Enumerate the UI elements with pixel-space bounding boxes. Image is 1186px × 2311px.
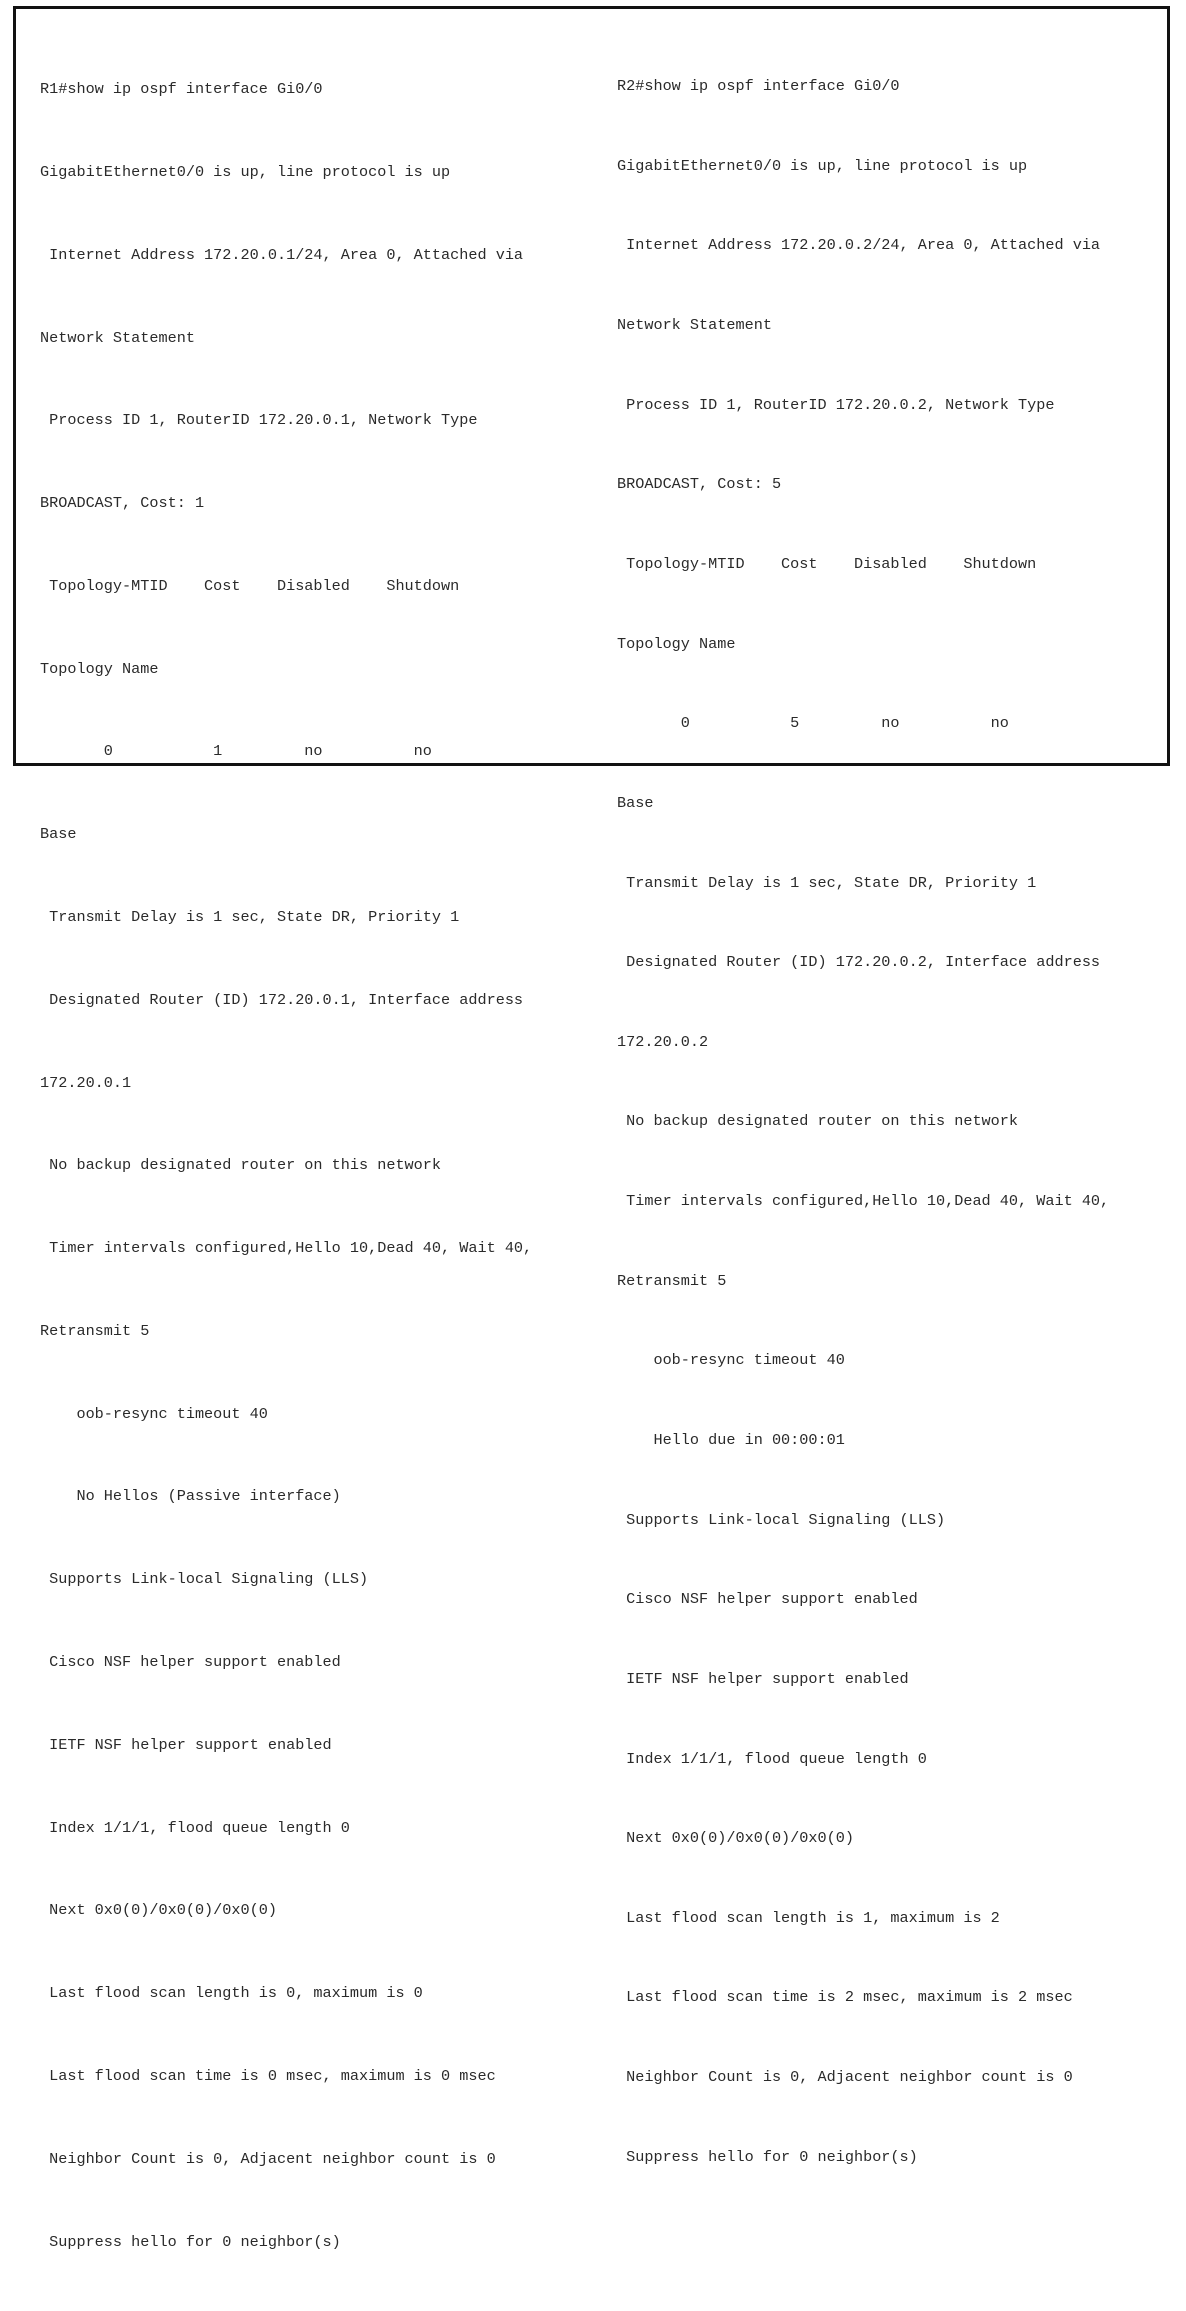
r2-output-line: Hello due in 00:00:01 (617, 1430, 845, 1449)
r2-output-line: oob-resync timeout 40 (617, 1351, 845, 1370)
r1-output-line: Suppress hello for 0 neighbor(s) (40, 2232, 341, 2251)
r2-output-line: Retransmit 5 (617, 1271, 727, 1290)
r2-output-line: Last flood scan length is 1, maximum is 2 (617, 1908, 1000, 1927)
r1-output-line: Topology-MTID Cost Disabled Shutdown (40, 576, 460, 595)
screenshot-frame (13, 6, 1170, 2251)
r2-output-line: Last flood scan time is 2 msec, maximum is 2 msec (617, 1988, 1073, 2007)
r2-output-line: Designated Router (ID) 172.20.0.2, Interface address (617, 953, 1101, 972)
r1-output-line: No Hellos (Passive interface) (40, 1487, 341, 1506)
r1-output-line: Process ID 1, RouterID 172.20.0.1, Network Type (40, 411, 478, 430)
r2-output-line: Next 0x0(0)/0x0(0)/0x0(0) (617, 1829, 854, 1848)
r1-output-line: Cisco NSF helper support enabled (40, 1653, 341, 1672)
r1-output-line: Timer intervals configured,Hello 10,Dead 40, Wait 40, (40, 1239, 533, 1258)
r2-output-line: No backup designated router on this network (617, 1112, 1019, 1131)
r2-output-line: Index 1/1/1, flood queue length 0 (617, 1749, 927, 1768)
r1-output-line: Retransmit 5 (40, 1321, 150, 1340)
r2-output-line: Process ID 1, RouterID 172.20.0.2, Network Type (617, 395, 1055, 414)
r1-output-line: Internet Address 172.20.0.1/24, Area 0, Attached via (40, 245, 524, 264)
r2-output-line: Timer intervals configured,Hello 10,Dead 40, Wait 40, (617, 1192, 1110, 1211)
r1-output-line: Last flood scan time is 0 msec, maximum is 0 msec (40, 2066, 496, 2085)
r1-output-line: Neighbor Count is 0, Adjacent neighbor count is 0 (40, 2149, 496, 2168)
r1-output-line: Topology Name (40, 659, 159, 678)
r2-output-line: Suppress hello for 0 neighbor(s) (617, 2147, 918, 2166)
r2-output-line: GigabitEthernet0/0 is up, line protocol is up (617, 156, 1028, 175)
r1-output-line: oob-resync timeout 40 (40, 1404, 268, 1423)
r1-output-line: Last flood scan length is 0, maximum is 0 (40, 1984, 423, 2003)
r2-output-line: Transmit Delay is 1 sec, State DR, Priority 1 (617, 873, 1037, 892)
r2-output-line: Cisco NSF helper support enabled (617, 1590, 918, 1609)
r1-output-line: Transmit Delay is 1 sec, State DR, Priority 1 (40, 908, 460, 926)
r1-output-line: BROADCAST, Cost: 1 (40, 494, 205, 513)
r1-output-line: 172.20.0.1 (40, 1073, 132, 1092)
r1-output-line: Supports Link-local Signaling (LLS) (40, 1570, 369, 1589)
r2-output-line: Network Statement (617, 316, 772, 335)
r2-output-line: 0 5 no no (617, 714, 1009, 733)
r1-output-line: 0 1 no no (40, 742, 432, 761)
r2-output-line: Topology-MTID Cost Disabled Shutdown (617, 554, 1037, 573)
r2-output-line: Supports Link-local Signaling (LLS) (617, 1510, 946, 1529)
r1-terminal-output (40, 21, 532, 2311)
r2-output-line: IETF NSF helper support enabled (617, 1669, 909, 1688)
r1-output-line: Network Statement (40, 328, 195, 347)
r1-output-line: Index 1/1/1, flood queue length 0 (40, 1818, 350, 1837)
r2-output-line: BROADCAST, Cost: 5 (617, 475, 782, 494)
r2-output-line: Internet Address 172.20.0.2/24, Area 0, Attached via (617, 236, 1101, 255)
r1-output-line: Base (40, 825, 77, 844)
r2-output-line: Neighbor Count is 0, Adjacent neighbor count is 0 (617, 2068, 1073, 2087)
r1-output-line: Designated Router (ID) 172.20.0.1, Interface address (40, 990, 524, 1009)
r1-output-line: IETF NSF helper support enabled (40, 1735, 332, 1754)
r1-output-line: No backup designated router on this network (40, 1156, 442, 1175)
r1-output-line: GigabitEthernet0/0 is up, line protocol is up (40, 162, 451, 181)
r2-command-line: R2#show ip ospf interface Gi0/0 (617, 77, 900, 96)
r2-output-line: Base (617, 793, 654, 812)
r2-output-line: 172.20.0.2 (617, 1032, 709, 1051)
r2-terminal-output (617, 20, 1109, 2223)
r2-output-line: Topology Name (617, 634, 736, 653)
r1-command-line: R1#show ip ospf interface Gi0/0 (40, 80, 323, 99)
r1-output-line: Next 0x0(0)/0x0(0)/0x0(0) (40, 1901, 277, 1920)
